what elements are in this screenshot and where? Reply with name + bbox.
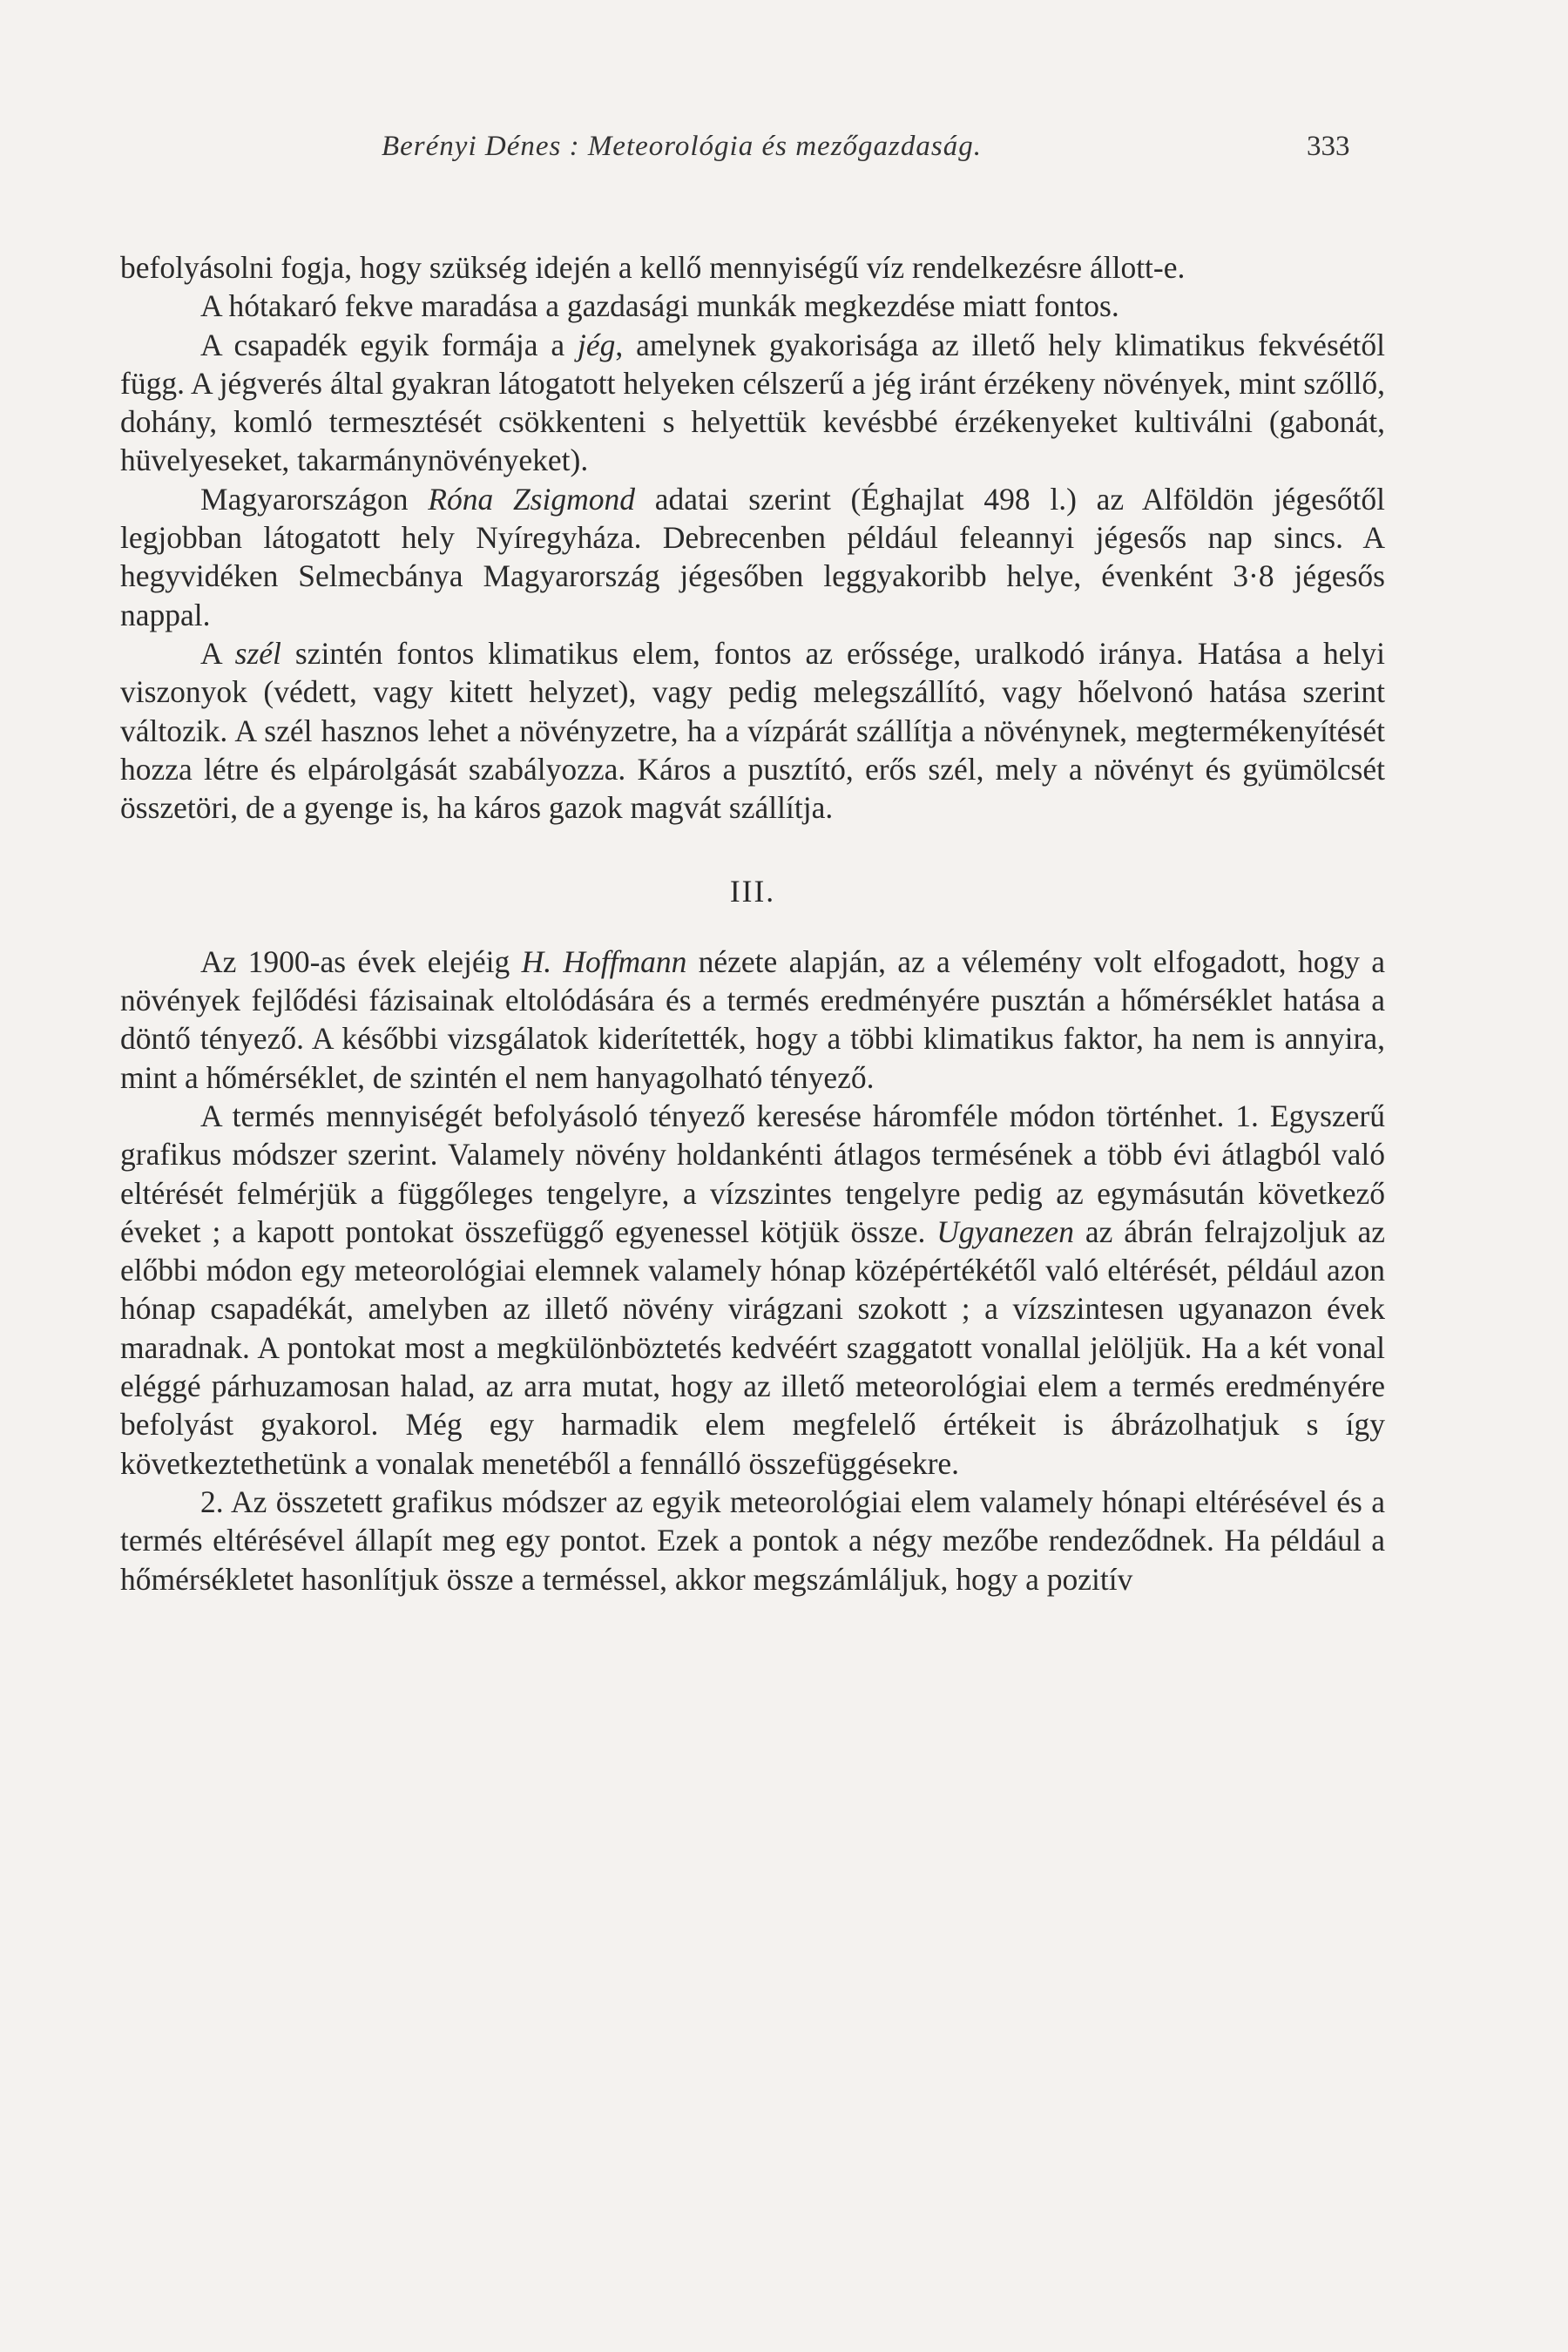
paragraph-text: Magyarországon: [200, 481, 429, 517]
paragraph-compound-method: [120, 1483, 1385, 1598]
section-heading: III.: [729, 874, 776, 909]
author-name: Róna Zsigmond: [428, 481, 635, 517]
paragraph-snow-cover: [120, 287, 1385, 325]
paragraph-text: nézete alapján, az a vélemény volt elfogadott, hogy a növények fejlődési fázisainak eltolódására és a termés eredményére pusztán a hőmérséklet hatása a döntő tényező. A későbbi vizsgálatok kiderítették, hogy a többi klimatikus faktor, ha nem is annyira, mint a hőmérséklet, de szintén el nem hanyagolható tényező.: [120, 943, 1386, 1095]
page-number: 333: [1307, 131, 1350, 162]
paragraph-hail: [120, 326, 1385, 480]
author-name: H. Hoffmann: [521, 943, 687, 979]
paragraph-text: befolyásolni fogja, hogy szükség idején a kellő mennyiségű víz rendelkezésre állott-e.: [120, 250, 1186, 285]
paragraph-hoffmann: [120, 943, 1385, 1097]
paragraph-hail-hungary: [120, 480, 1385, 634]
paragraph-graphic-method: [120, 1097, 1385, 1483]
paragraph-text: A termés mennyiségét befolyásoló tényező keresése háromféle módon történhet. 1. Egyszerű grafikus módszer szerint. Valamely növény holdankénti átlagos termésének a több évi átlagból való eltérését felmérjük a függőleges tengelyre, a vízszintes tengelyre pedig az egymásután következő éveket ; a kapott pontokat összefüggő egyenessel kötjük össze.: [120, 1098, 1385, 1249]
paragraph-text: , amelynek gyakorisága az illető hely klimatikus fekvésétől függ. A jégverés által gyakran látogatott helyeken célszerű a jég iránt érzékeny növények, mint szőllő, dohány, komló termesztését csökkenteni s helyettük kevésbbé érzékenyeket kultiválni (gabonát, hüvelyeseket, takarmánynövényeket).: [120, 327, 1385, 478]
paragraph-wind: [120, 634, 1385, 827]
body-text: [120, 248, 1385, 1598]
paragraph-text: az ábrán felrajzoljuk az előbbi módon egy meteorológiai elemnek valamely hónap középértékétől való eltérését, például azon hónap csapadékát, amelyben az illető növény virágzani szokott ; a vízszintesen ugyanazon évek maradnak. A pontokat most a megkülönböztetés kedvéért szaggatott vonallal jelöljük. Ha a két vonal eléggé párhuzamosan halad, az arra mutat, hogy az illető meteorológiai elem a termés eredményére befolyást gyakorol. Még egy harmadik elem megfelelő értékeit is ábrázolhatjuk s így következtethetünk a vonalak menetéből a fennálló összefüggésekre.: [120, 1213, 1385, 1481]
paragraph-text: A hótakaró fekve maradása a gazdasági munkák megkezdése miatt fontos.: [200, 288, 1119, 324]
paragraph-text: adatai szerint (Éghajlat 498 l.) az Alföldön jégesőtől legjobban látogatott hely Nyíregyháza. Debrecenben például feleannyi jégesős nap sincs. A hegyvidéken Selmecbánya Magyarország jégesőben leggyakoribb helye, évenként 3·8 jégesős nappal.: [120, 481, 1385, 632]
paragraph-continuation: [120, 248, 1385, 287]
running-head-title: Berényi Dénes : Meteorológia és mezőgazdaság.: [382, 131, 982, 162]
paragraph-text: szintén fontos klimatikus elem, fontos az erőssége, uralkodó iránya. Hatása a helyi viszonyok (védett, vagy kitett helyzet), vagy pedig melegszállító, vagy hőelvonó hatása szerint változik. A szél hasznos lehet a növényzetre, ha a vízpárát szállítja a növénynek, megtermékenyítését hozza létre és elpárolgását szabályozza. Káros a pusztító, erős szél, mely a növényt és gyümölcsét összetöri, de a gyenge is, ha káros gazok magvát szállítja.: [120, 635, 1385, 826]
paragraph-text: A: [200, 635, 235, 671]
emphasis-term: jég: [577, 327, 616, 362]
paragraph-text: Az 1900-as évek elejéig: [200, 943, 522, 979]
running-head: [0, 131, 1568, 174]
paragraph-text: A csapadék egyik formája a: [200, 327, 578, 362]
emphasis-term: Ugyanezen: [936, 1213, 1074, 1249]
paragraph-text: 2. Az összetett grafikus módszer az egyik meteorológiai elem valamely hónapi eltérésével és a termés eltérésével állapít meg egy pontot. Ezek a pontok a négy mezőbe rendeződnek. Ha például a hőmérsékletet hasonlítjuk össze a terméssel, akkor megszámláljuk, hogy a pozitív: [120, 1484, 1385, 1597]
emphasis-term: szél: [234, 635, 281, 671]
